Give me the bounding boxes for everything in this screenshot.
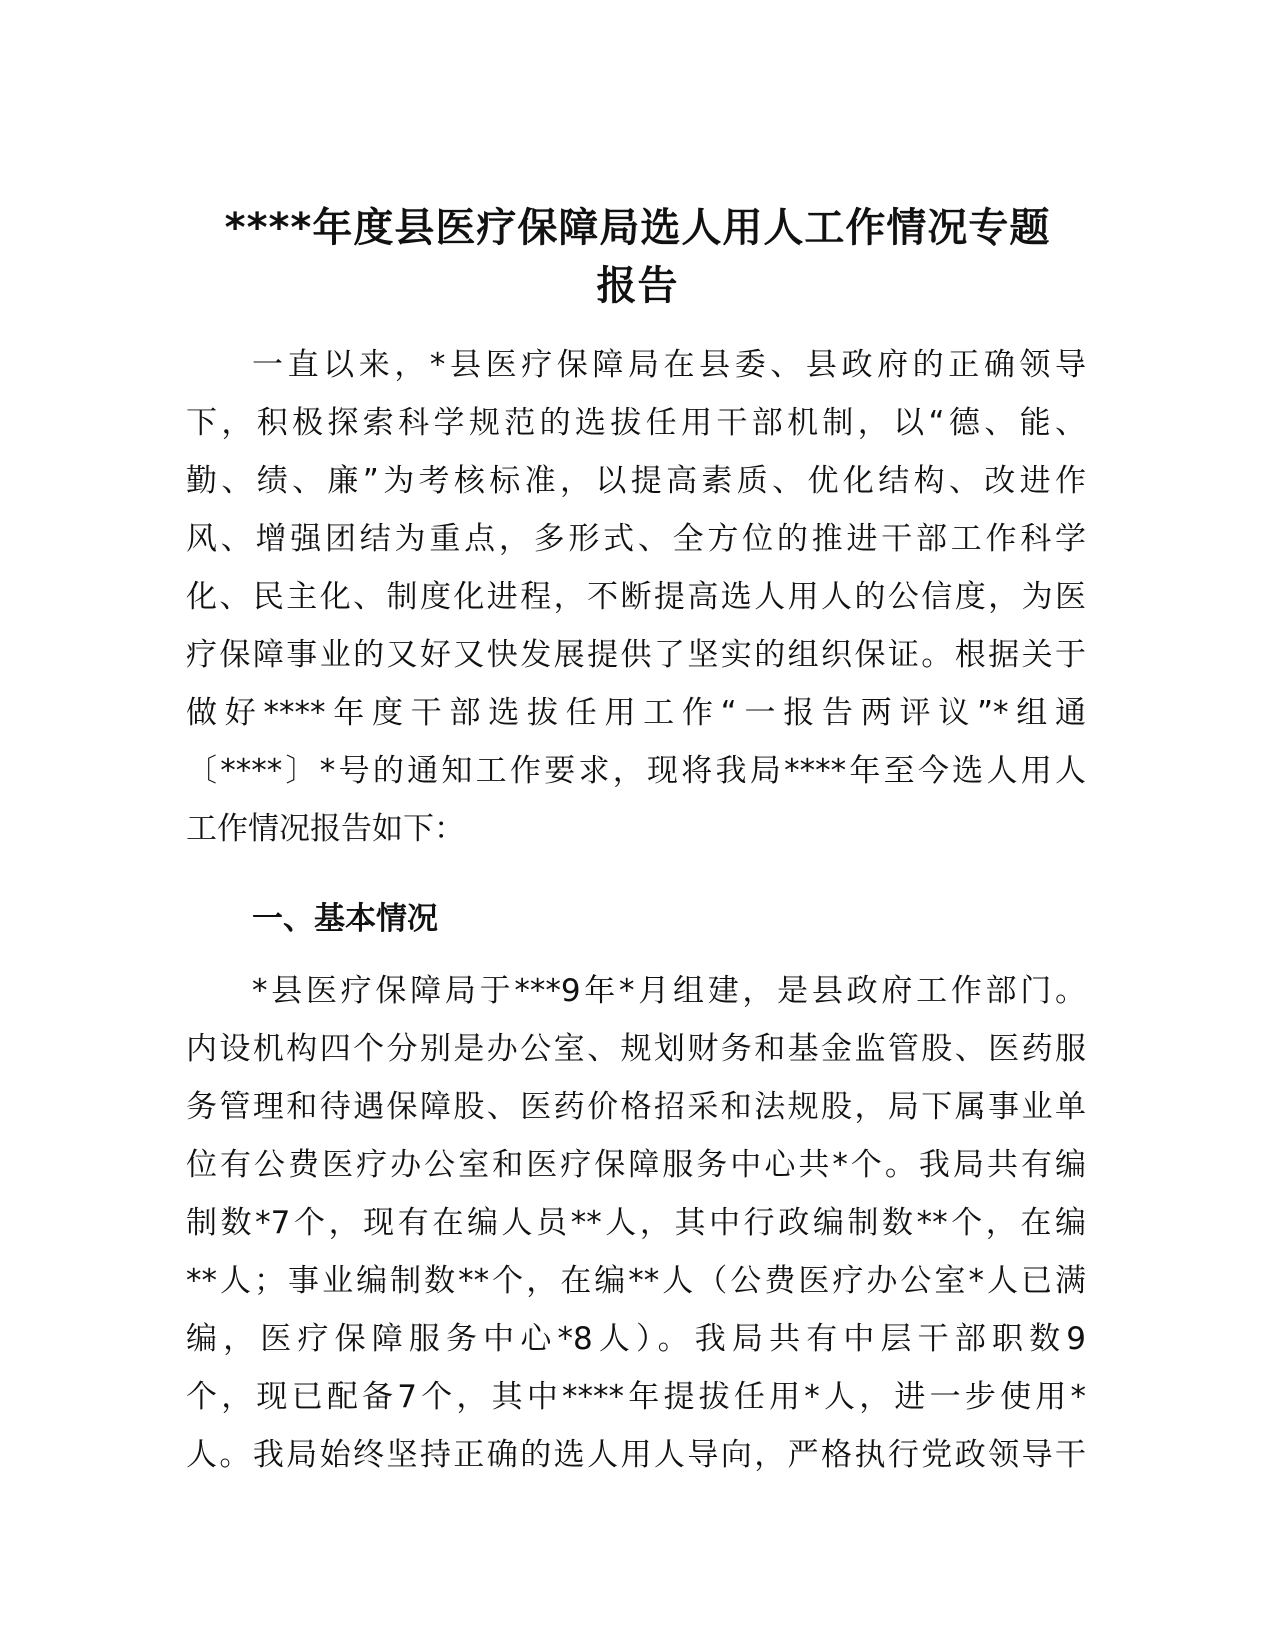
title-line: 报告 — [596, 263, 679, 309]
paragraph-line: 化、民主化、制度化进程，不断提高选人用人的公信度，为医 — [186, 579, 1086, 615]
paragraph-line: 疗保障事业的又好又快发展提供了坚实的组织保证。根据关于 — [186, 637, 1086, 673]
paragraph-line: 一直以来，*县医疗保障局在县委、县政府的正确领导 — [252, 347, 1086, 383]
basic-info-paragraph — [186, 962, 1086, 1484]
paragraph-line: 勤、绩、廉”为考核标准，以提高素质、优化结构、改进作 — [186, 463, 1086, 499]
paragraph-line: 编，医疗保障服务中心*8人）。我局共有中层干部职数9 — [186, 1321, 1086, 1357]
paragraph-line: *县医疗保障局于***9年*月组建，是县政府工作部门。 — [252, 973, 1086, 1009]
title-line: ****年度县医疗保障局选人用人工作情况专题 — [224, 205, 1051, 251]
paragraph-line: 位有公费医疗办公室和医疗保障服务中心共*个。我局共有编 — [186, 1147, 1086, 1183]
paragraph-line: 〔****〕*号的通知工作要求，现将我局****年至今选人用人 — [186, 753, 1086, 789]
paragraph-line: 个，现已配备7个，其中****年提拔任用*人，进一步使用* — [186, 1379, 1086, 1415]
paragraph-line: 制数*7个，现有在编人员**人，其中行政编制数**个，在编 — [186, 1205, 1086, 1241]
section-heading: 一、基本情况 — [252, 901, 438, 937]
paragraph-line: **人；事业编制数**个，在编**人（公费医疗办公室*人已满 — [186, 1263, 1086, 1299]
paragraph-line: 人。我局始终坚持正确的选人用人导向，严格执行党政领导干 — [186, 1437, 1086, 1473]
paragraph-line: 做好****年度干部选拔任用工作“一报告两评议”*组通 — [186, 695, 1086, 731]
paragraph-line: 内设机构四个分别是办公室、规划财务和基金监管股、医药服 — [186, 1031, 1086, 1067]
paragraph-line: 风、增强团结为重点，多形式、全方位的推进干部工作科学 — [186, 521, 1086, 557]
paragraph-line: 下，积极探索科学规范的选拔任用干部机制，以“德、能、 — [186, 405, 1086, 441]
document-title — [150, 198, 1125, 314]
paragraph-line: 务管理和待遇保障股、医药价格招采和法规股，局下属事业单 — [186, 1089, 1086, 1125]
paragraph-line: 工作情况报告如下： — [186, 811, 465, 847]
intro-paragraph — [186, 336, 1086, 858]
